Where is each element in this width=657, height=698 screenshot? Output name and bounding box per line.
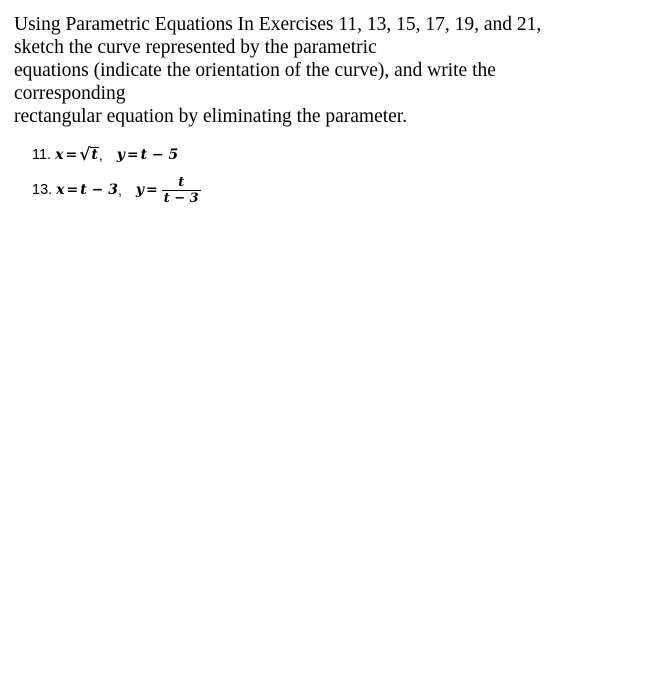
exercise-11 — [32, 142, 644, 168]
x-variable: x — [55, 147, 64, 163]
fraction — [162, 175, 201, 206]
document-page — [14, 13, 644, 208]
separator-comma: , — [117, 182, 122, 198]
x-equation — [56, 182, 136, 198]
y-variable: y — [135, 182, 144, 198]
fraction-denominator: t − 3 — [163, 190, 199, 206]
fraction-numerator: t — [178, 174, 185, 190]
equals-sign: = — [126, 147, 139, 163]
x-equation — [55, 147, 117, 163]
radical-symbol-icon: √ — [79, 145, 91, 165]
y-equation — [136, 175, 201, 206]
exercise-number: 13. — [32, 182, 53, 198]
equals-sign: = — [145, 182, 158, 198]
separator-comma: , — [98, 147, 103, 163]
instruction-line: rectangular equation by eliminating the parameter. — [14, 106, 408, 127]
exercise-instructions — [14, 13, 644, 128]
y-expression: t − 5 — [140, 147, 179, 163]
instruction-line: Using Parametric Equations In Exercises 11, 13, 15, 17, 19, and 21, — [14, 14, 542, 35]
radicand: t — [91, 147, 98, 163]
x-expression: t − 3 — [80, 182, 118, 198]
square-root — [79, 147, 99, 163]
instruction-line: sketch the curve represented by the parametric — [14, 37, 377, 58]
instruction-line: equations (indicate the orientation of the curve), and write the — [14, 60, 496, 81]
exercise-number: 11. — [32, 147, 52, 163]
equals-sign: = — [66, 182, 79, 198]
exercise-13 — [32, 172, 644, 208]
x-variable: x — [56, 182, 65, 198]
y-equation — [117, 147, 179, 163]
exercise-list — [32, 142, 644, 208]
equals-sign: = — [65, 147, 78, 163]
instruction-line: corresponding — [14, 83, 126, 104]
y-variable: y — [116, 147, 125, 163]
